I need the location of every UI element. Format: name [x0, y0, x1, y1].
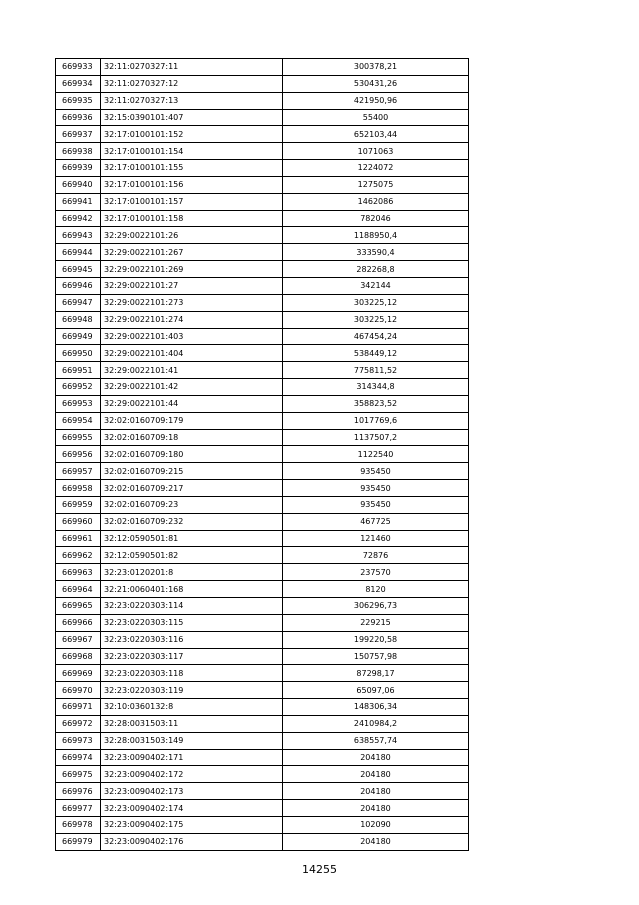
row-id-cell: 669973	[56, 732, 101, 749]
cadastral-number-cell: 32:29:0022101:274	[101, 311, 283, 328]
value-cell: 638557,74	[283, 732, 469, 749]
row-id-cell: 669967	[56, 631, 101, 648]
table-row	[56, 59, 469, 76]
table-row	[56, 547, 469, 564]
table-row	[56, 682, 469, 699]
value-cell: 1122540	[283, 446, 469, 463]
value-cell: 204180	[283, 766, 469, 783]
row-id-cell: 669957	[56, 463, 101, 480]
row-id-cell: 669941	[56, 193, 101, 210]
value-cell: 342144	[283, 277, 469, 294]
cadastral-number-cell: 32:29:0022101:403	[101, 328, 283, 345]
row-id-cell: 669978	[56, 816, 101, 833]
value-cell: 314344,8	[283, 379, 469, 396]
cadastral-number-cell: 32:29:0022101:269	[101, 261, 283, 278]
table-row	[56, 732, 469, 749]
cadastral-number-cell: 32:23:0090402:175	[101, 816, 283, 833]
value-cell: 121460	[283, 530, 469, 547]
cadastral-number-cell: 32:17:0100101:155	[101, 160, 283, 177]
value-cell: 421950,96	[283, 92, 469, 109]
row-id-cell: 669952	[56, 379, 101, 396]
row-id-cell: 669964	[56, 581, 101, 598]
cadastral-number-cell: 32:02:0160709:215	[101, 463, 283, 480]
cadastral-number-cell: 32:23:0220303:117	[101, 648, 283, 665]
cadastral-number-cell: 32:11:0270327:13	[101, 92, 283, 109]
row-id-cell: 669966	[56, 614, 101, 631]
table-row	[56, 749, 469, 766]
table-body	[56, 59, 469, 851]
table-row	[56, 143, 469, 160]
table-row	[56, 530, 469, 547]
value-cell: 358823,52	[283, 395, 469, 412]
row-id-cell: 669944	[56, 244, 101, 261]
row-id-cell: 669972	[56, 715, 101, 732]
row-id-cell: 669953	[56, 395, 101, 412]
table-row	[56, 463, 469, 480]
value-cell: 204180	[283, 800, 469, 817]
cadastral-number-cell: 32:29:0022101:267	[101, 244, 283, 261]
cadastral-number-cell: 32:29:0022101:26	[101, 227, 283, 244]
table-row	[56, 412, 469, 429]
table-row	[56, 564, 469, 581]
row-id-cell: 669935	[56, 92, 101, 109]
cadastral-number-cell: 32:17:0100101:158	[101, 210, 283, 227]
table-row	[56, 75, 469, 92]
cadastral-number-cell: 32:12:0590501:82	[101, 547, 283, 564]
value-cell: 204180	[283, 783, 469, 800]
row-id-cell: 669975	[56, 766, 101, 783]
row-id-cell: 669974	[56, 749, 101, 766]
value-cell: 1462086	[283, 193, 469, 210]
row-id-cell: 669954	[56, 412, 101, 429]
cadastral-number-cell: 32:28:0031503:149	[101, 732, 283, 749]
value-cell: 782046	[283, 210, 469, 227]
row-id-cell: 669947	[56, 294, 101, 311]
row-id-cell: 669971	[56, 699, 101, 716]
table-row	[56, 109, 469, 126]
row-id-cell: 669968	[56, 648, 101, 665]
value-cell: 8120	[283, 581, 469, 598]
value-cell: 1071063	[283, 143, 469, 160]
row-id-cell: 669950	[56, 345, 101, 362]
value-cell: 538449,12	[283, 345, 469, 362]
table-row	[56, 227, 469, 244]
table-row	[56, 261, 469, 278]
value-cell: 935450	[283, 496, 469, 513]
value-cell: 652103,44	[283, 126, 469, 143]
cadastral-number-cell: 32:17:0100101:156	[101, 176, 283, 193]
cadastral-number-cell: 32:28:0031503:11	[101, 715, 283, 732]
table-row	[56, 160, 469, 177]
table-row	[56, 665, 469, 682]
cadastral-number-cell: 32:29:0022101:27	[101, 277, 283, 294]
value-cell: 237570	[283, 564, 469, 581]
table-row	[56, 277, 469, 294]
row-id-cell: 669940	[56, 176, 101, 193]
table-row	[56, 480, 469, 497]
table-row	[56, 833, 469, 850]
cadastral-number-cell: 32:23:0120201:8	[101, 564, 283, 581]
row-id-cell: 669937	[56, 126, 101, 143]
value-cell: 2410984,2	[283, 715, 469, 732]
cadastral-number-cell: 32:23:0220303:118	[101, 665, 283, 682]
row-id-cell: 669959	[56, 496, 101, 513]
row-id-cell: 669956	[56, 446, 101, 463]
page-number: 14255	[302, 863, 337, 876]
row-id-cell: 669951	[56, 362, 101, 379]
table-row	[56, 210, 469, 227]
cadastral-number-cell: 32:29:0022101:41	[101, 362, 283, 379]
table-row	[56, 783, 469, 800]
row-id-cell: 669977	[56, 800, 101, 817]
cadastral-number-cell: 32:02:0160709:179	[101, 412, 283, 429]
cadastral-number-cell: 32:23:0220303:115	[101, 614, 283, 631]
table-row	[56, 92, 469, 109]
table-row	[56, 328, 469, 345]
table-row	[56, 126, 469, 143]
value-cell: 282268,8	[283, 261, 469, 278]
row-id-cell: 669948	[56, 311, 101, 328]
cadastral-number-cell: 32:02:0160709:232	[101, 513, 283, 530]
row-id-cell: 669934	[56, 75, 101, 92]
table-row	[56, 193, 469, 210]
value-cell: 199220,58	[283, 631, 469, 648]
value-cell: 1224072	[283, 160, 469, 177]
value-cell: 333590,4	[283, 244, 469, 261]
value-cell: 306296,73	[283, 598, 469, 615]
cadastral-number-cell: 32:17:0100101:152	[101, 126, 283, 143]
value-cell: 303225,12	[283, 311, 469, 328]
table-row	[56, 614, 469, 631]
table-row	[56, 294, 469, 311]
row-id-cell: 669945	[56, 261, 101, 278]
value-cell: 935450	[283, 480, 469, 497]
row-id-cell: 669939	[56, 160, 101, 177]
cadastral-number-cell: 32:29:0022101:44	[101, 395, 283, 412]
table-row	[56, 800, 469, 817]
cadastral-number-cell: 32:11:0270327:12	[101, 75, 283, 92]
row-id-cell: 669965	[56, 598, 101, 615]
value-cell: 204180	[283, 749, 469, 766]
cadastral-number-cell: 32:17:0100101:154	[101, 143, 283, 160]
cadastral-number-cell: 32:23:0090402:171	[101, 749, 283, 766]
row-id-cell: 669936	[56, 109, 101, 126]
value-cell: 55400	[283, 109, 469, 126]
row-id-cell: 669961	[56, 530, 101, 547]
cadastral-number-cell: 32:11:0270327:11	[101, 59, 283, 76]
table-row	[56, 699, 469, 716]
value-cell: 775811,52	[283, 362, 469, 379]
value-cell: 65097,06	[283, 682, 469, 699]
table-row	[56, 766, 469, 783]
table-row	[56, 581, 469, 598]
row-id-cell: 669955	[56, 429, 101, 446]
value-cell: 1017769,6	[283, 412, 469, 429]
value-cell: 530431,26	[283, 75, 469, 92]
value-cell: 72876	[283, 547, 469, 564]
table-row	[56, 715, 469, 732]
table-row	[56, 311, 469, 328]
cadastral-number-cell: 32:12:0590501:81	[101, 530, 283, 547]
row-id-cell: 669946	[56, 277, 101, 294]
value-cell: 150757,98	[283, 648, 469, 665]
value-cell: 87298,17	[283, 665, 469, 682]
cadastral-number-cell: 32:23:0220303:116	[101, 631, 283, 648]
table-row	[56, 513, 469, 530]
row-id-cell: 669960	[56, 513, 101, 530]
value-cell: 1137507,2	[283, 429, 469, 446]
value-cell: 1275075	[283, 176, 469, 193]
row-id-cell: 669938	[56, 143, 101, 160]
row-id-cell: 669970	[56, 682, 101, 699]
table-row	[56, 631, 469, 648]
data-table	[55, 58, 469, 851]
cadastral-number-cell: 32:23:0220303:114	[101, 598, 283, 615]
cadastral-number-cell: 32:23:0090402:174	[101, 800, 283, 817]
cadastral-number-cell: 32:02:0160709:180	[101, 446, 283, 463]
value-cell: 204180	[283, 833, 469, 850]
row-id-cell: 669958	[56, 480, 101, 497]
cadastral-number-cell: 32:17:0100101:157	[101, 193, 283, 210]
table-row	[56, 648, 469, 665]
table-row	[56, 496, 469, 513]
cadastral-number-cell: 32:02:0160709:18	[101, 429, 283, 446]
value-cell: 467725	[283, 513, 469, 530]
cadastral-number-cell: 32:29:0022101:404	[101, 345, 283, 362]
table-row	[56, 362, 469, 379]
table-row	[56, 598, 469, 615]
table-row	[56, 176, 469, 193]
cadastral-number-cell: 32:29:0022101:273	[101, 294, 283, 311]
table-row	[56, 816, 469, 833]
cadastral-number-cell: 32:21:0060401:168	[101, 581, 283, 598]
cadastral-number-cell: 32:10:0360132:8	[101, 699, 283, 716]
value-cell: 300378,21	[283, 59, 469, 76]
cadastral-number-cell: 32:23:0090402:176	[101, 833, 283, 850]
cadastral-number-cell: 32:29:0022101:42	[101, 379, 283, 396]
row-id-cell: 669933	[56, 59, 101, 76]
row-id-cell: 669963	[56, 564, 101, 581]
value-cell: 229215	[283, 614, 469, 631]
table-row	[56, 345, 469, 362]
row-id-cell: 669949	[56, 328, 101, 345]
value-cell: 935450	[283, 463, 469, 480]
value-cell: 467454,24	[283, 328, 469, 345]
cadastral-number-cell: 32:23:0090402:172	[101, 766, 283, 783]
cadastral-number-cell: 32:23:0220303:119	[101, 682, 283, 699]
value-cell: 102090	[283, 816, 469, 833]
table-row	[56, 446, 469, 463]
cadastral-number-cell: 32:02:0160709:23	[101, 496, 283, 513]
value-cell: 1188950,4	[283, 227, 469, 244]
value-cell: 148306,34	[283, 699, 469, 716]
row-id-cell: 669943	[56, 227, 101, 244]
cadastral-number-cell: 32:15:0390101:407	[101, 109, 283, 126]
cadastral-number-cell: 32:23:0090402:173	[101, 783, 283, 800]
row-id-cell: 669962	[56, 547, 101, 564]
row-id-cell: 669976	[56, 783, 101, 800]
row-id-cell: 669942	[56, 210, 101, 227]
cadastral-number-cell: 32:02:0160709:217	[101, 480, 283, 497]
value-cell: 303225,12	[283, 294, 469, 311]
table-row	[56, 244, 469, 261]
table-row	[56, 379, 469, 396]
row-id-cell: 669979	[56, 833, 101, 850]
table-row	[56, 429, 469, 446]
row-id-cell: 669969	[56, 665, 101, 682]
table-row	[56, 395, 469, 412]
